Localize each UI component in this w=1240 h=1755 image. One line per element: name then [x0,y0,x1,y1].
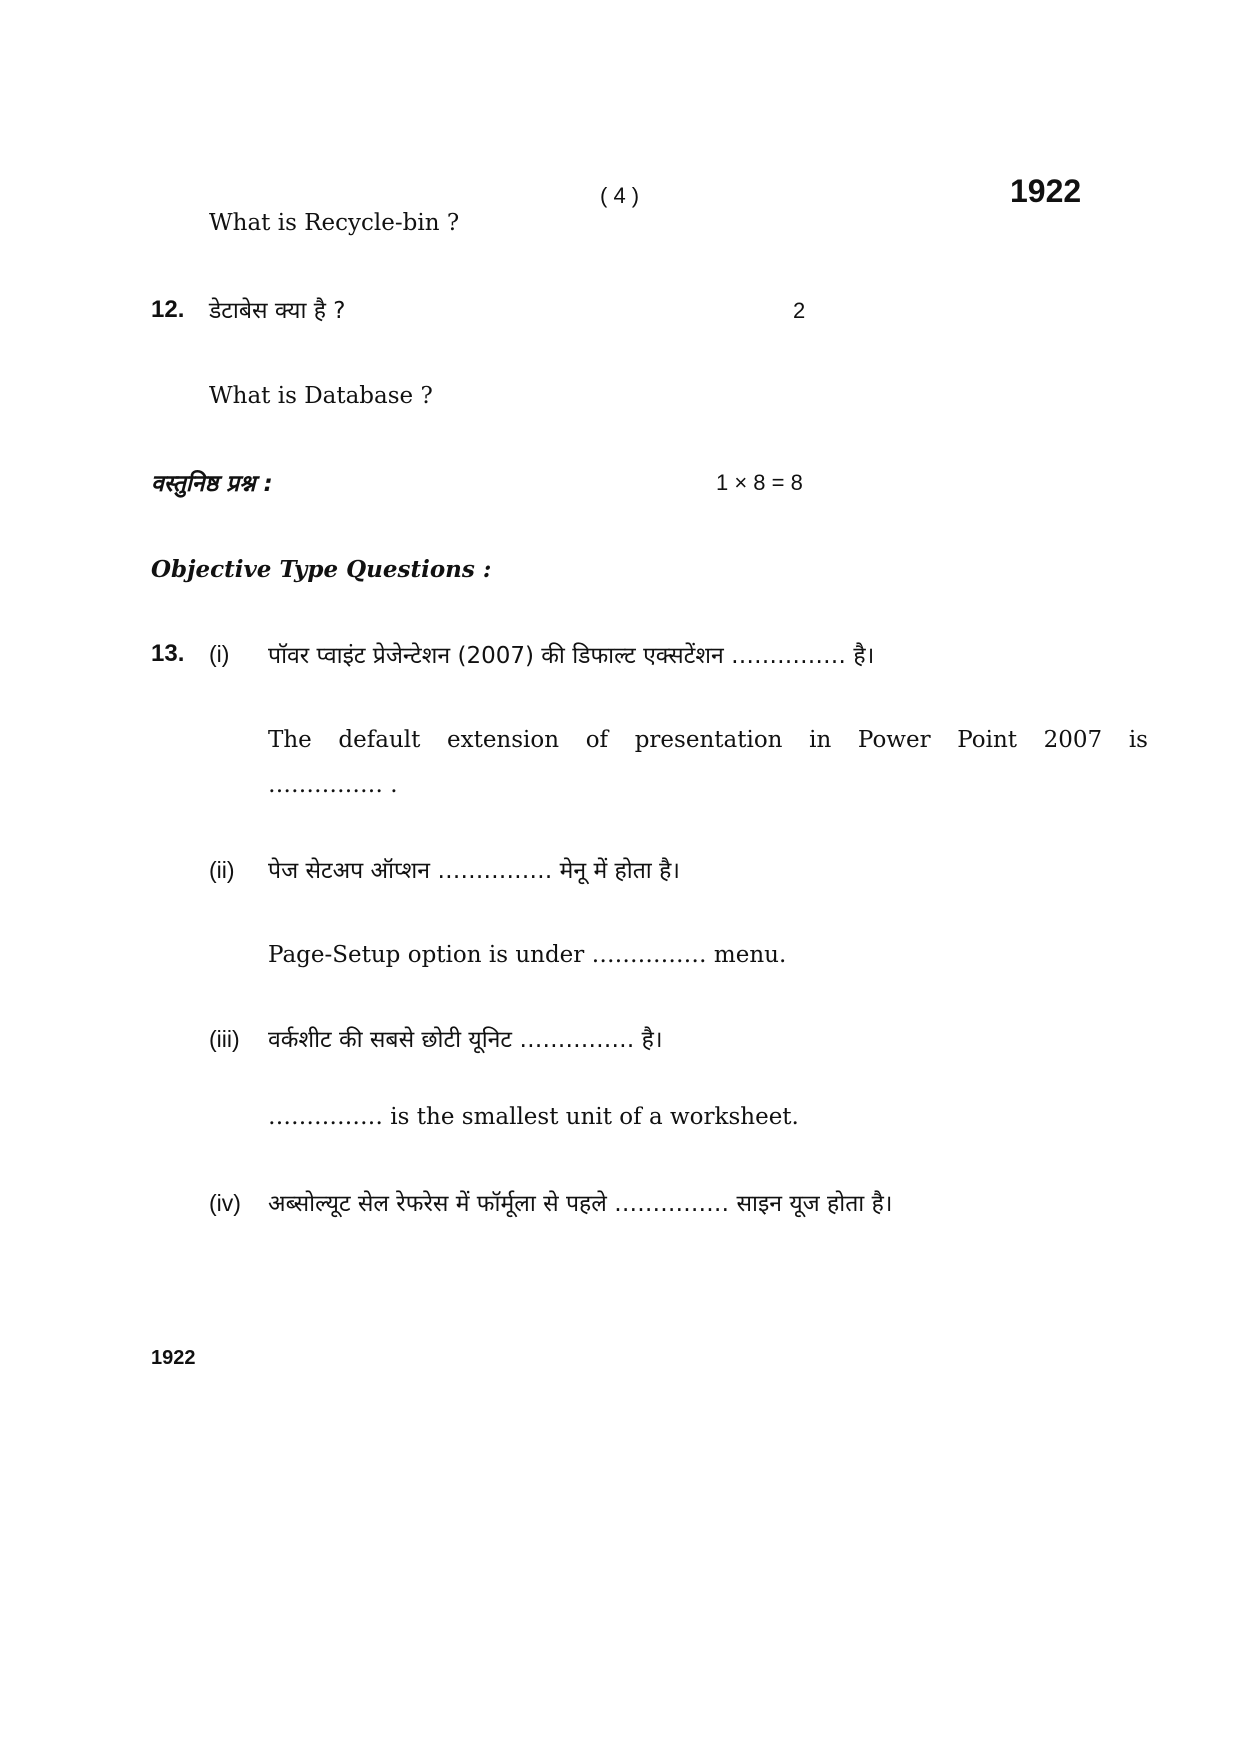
q13-i-english-continuation: …………… . [268,772,398,798]
q13-i-english-line [268,727,1148,753]
word: extension [447,727,560,753]
q13-ii-label: (ii) [209,857,235,883]
word: 2007 [1043,727,1103,753]
word: is [1128,727,1148,753]
q13-iii-hindi-text: वर्कशीट की सबसे छोटी यूनिट …………… है। [268,1027,663,1053]
q11-english-text: What is Recycle-bin ? [209,210,460,236]
word: presentation [634,727,783,753]
objective-english-heading: Objective Type Questions : [151,556,492,583]
word: default [338,727,421,753]
objective-marks: 1 × 8 = 8 [716,470,803,495]
q12-english-text: What is Database ? [209,383,433,409]
q13-iii-english-text: …………… is the smallest unit of a worksheet. [268,1104,799,1130]
word: Power [857,727,931,753]
q12-hindi-text: डेटाबेस क्या है ? [209,298,346,324]
word: The [268,727,312,753]
q12-marks: 2 [793,298,806,323]
q13-number: 13. [151,640,185,667]
page-number: ( 4 ) [600,183,640,208]
q13-iii-label: (iii) [209,1026,240,1052]
q13-iv-hindi-text: अब्सोल्यूट सेल रेफरेस में फॉर्मूला से पहले …………… साइन यूज होता है। [268,1191,893,1217]
word: Point [957,727,1018,753]
q13-ii-english-text: Page-Setup option is under …………… menu. [268,942,787,968]
word: in [809,727,832,753]
q13-i-label: (i) [209,641,230,667]
q13-iv-label: (iv) [209,1190,241,1216]
objective-hindi-heading: वस्तुनिष्ठ प्रश्न : [151,471,273,497]
q13-ii-hindi-text: पेज सेटअप ऑप्शन …………… मेनू में होता है। [268,858,681,884]
q12-number: 12. [151,296,185,323]
q13-i-hindi-text: पॉवर प्वाइंट प्रेजेन्टेशन (2007) की डिफाल्ट एक्सटेंशन …………… है। [268,643,875,669]
paper-code-footer: 1922 [151,1347,196,1369]
word: of [585,727,609,753]
paper-code-header: 1922 [1010,173,1082,209]
